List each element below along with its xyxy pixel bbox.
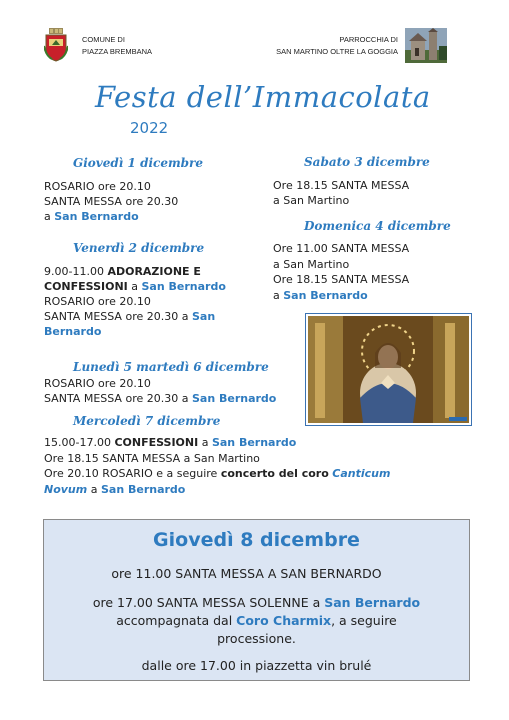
location-san-bernardo: San Bernardo: [54, 210, 139, 223]
text-line: a San Martino: [273, 258, 350, 271]
highlight-box-giovedi-8: [43, 519, 470, 681]
municipality-label-1: COMUNE DI: [82, 35, 125, 44]
heading-domenica-4: Domenica 4 dicembre: [304, 219, 451, 233]
location-san-bernardo: San Bernardo: [141, 280, 226, 293]
location-san-bernardo: San Bernardo: [283, 289, 368, 302]
text-line: Ore 18.15 SANTA MESSA: [273, 273, 410, 286]
heading-venerdi-2: Venerdì 2 dicembre: [73, 241, 205, 255]
text-line: dalle ore 17.00 in piazzetta vin brulé: [141, 658, 372, 673]
text-line: Bernardo: [44, 325, 102, 338]
text-line: 9.00-11.00 ADORAZIONE E: [44, 265, 201, 278]
location-san-bernardo: San Bernardo: [324, 595, 421, 610]
text-line: a San Bernardo: [273, 289, 368, 302]
text-line: CONFESSIONI a San Bernardo: [44, 280, 226, 293]
text-line: SANTA MESSA ore 20.30: [44, 195, 179, 208]
text-line: a San Bernardo: [44, 210, 139, 223]
text-line: Ore 18.15 SANTA MESSA: [273, 179, 410, 192]
heading-sabato-3: Sabato 3 dicembre: [304, 155, 430, 169]
immacolata-statue-photo: [305, 313, 472, 426]
text-line: accompagnata dal Coro Charmix, a seguire: [116, 613, 397, 628]
text-line: Ore 18.15 SANTA MESSA a San Martino: [44, 452, 260, 465]
choir-charmix: Coro Charmix: [236, 613, 332, 628]
text-line: a San Martino: [273, 194, 350, 207]
text-line: Ore 20.10 ROSARIO e a seguire concerto del coro Canticum: [44, 467, 391, 480]
text-line: SANTA MESSA ore 20.30 a San: [44, 310, 216, 323]
coat-of-arms-icon: [44, 28, 68, 62]
text-line: Ore 11.00 SANTA MESSA: [273, 242, 410, 255]
page-title: Festa dell’Immacolata: [95, 80, 431, 114]
text-line: ROSARIO ore 20.10: [44, 180, 151, 193]
text-line: SANTA MESSA ore 20.30 a San Bernardo: [44, 392, 277, 405]
text-line: ROSARIO ore 20.10: [44, 377, 151, 390]
church-photo: [405, 28, 447, 63]
municipality-label-2: PIAZZA BREMBANA: [82, 47, 153, 56]
heading-giovedi-8: Giovedì 8 dicembre: [153, 529, 360, 551]
location-san-bernardo: San Bernardo: [211, 436, 297, 449]
parish-label-2: SAN MARTINO OLTRE LA GOGGIA: [276, 47, 398, 56]
text-line: processione.: [217, 631, 296, 646]
parish-label-1: PARROCCHIA DI: [339, 35, 398, 44]
text-line: ore 11.00 SANTA MESSA A SAN BERNARDO: [111, 566, 382, 581]
text-line: 15.00-17.00 CONFESSIONI a San Bernardo: [44, 436, 297, 449]
year: 2022: [130, 119, 169, 137]
location-san-bernardo: San Bernardo: [191, 392, 277, 405]
location-san-bernardo: San Bernardo: [100, 483, 186, 496]
heading-lunedi-5-martedi-6: Lunedì 5 martedì 6 dicembre: [73, 360, 269, 374]
heading-giovedi-1: Giovedì 1 dicembre: [73, 156, 204, 170]
text-line: ore 17.00 SANTA MESSA SOLENNE a San Bernardo: [92, 595, 421, 610]
heading-mercoledi-7: Mercoledì 7 dicembre: [73, 414, 221, 428]
text-line: Novum a San Bernardo: [44, 483, 186, 496]
text-line: ROSARIO ore 20.10: [44, 295, 151, 308]
